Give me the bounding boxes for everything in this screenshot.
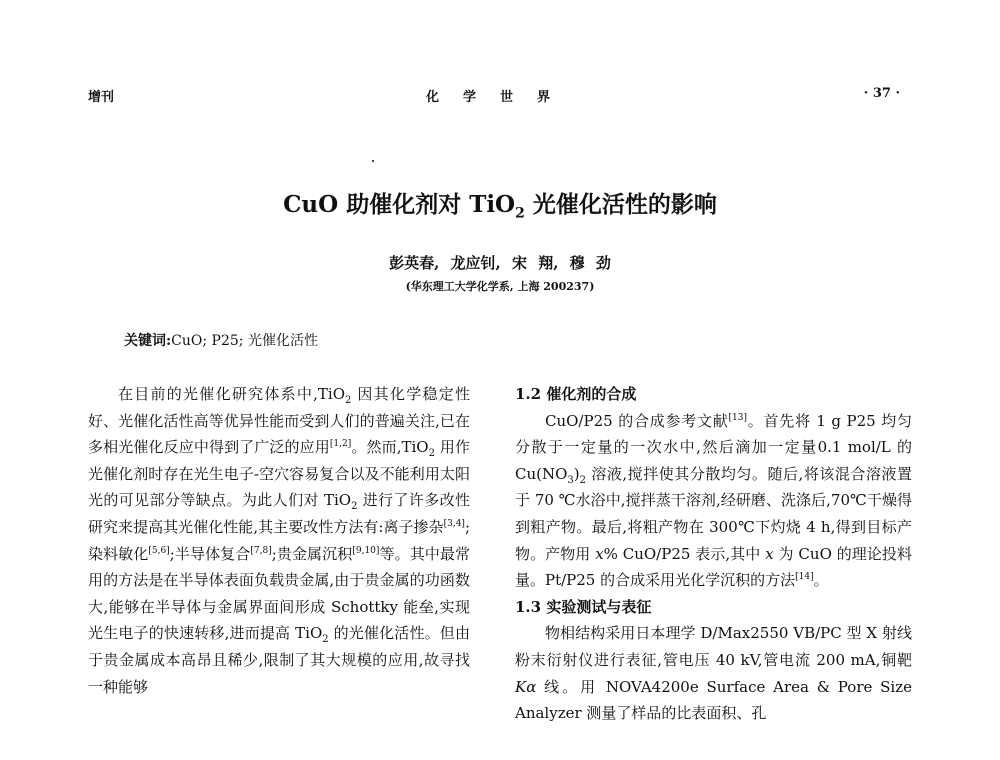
characterization-paragraph: 物相结构采用日本理学 D/Max2550 VB/PC 型 X 射线粉末衍射仪进行表征,管电压 40 kV,管电流 200 mA,铜靶 Kα 线。用 NOVA4200e Surface Area & Pore Size Analyzer 测量了样品的比表面积、孔 xyxy=(515,624,912,723)
keywords xyxy=(124,330,318,350)
article-title: CuO 助催化剂对 TiO$_2$ 光催化活性的影响 xyxy=(283,191,717,222)
keywords-label: 关键词: xyxy=(124,333,172,349)
running-header-issue: 增刊 xyxy=(88,90,115,105)
author-list: 彭英春, 龙应钊, 宋 翔, 穆 劲 xyxy=(389,254,611,272)
page-number: · 37 · xyxy=(863,86,900,101)
keywords-value: CuO; P25; 光催化活性 xyxy=(171,333,318,349)
synthesis-paragraph: CuO/P25 的合成参考文献[13]。首先将 1 g P25 均匀分散于一定量的一次水中,然后滴加一定量0.1 mol/L 的 $Cu(NO_3)_2$ 溶液,搅拌使其分散均匀。随后,将该混合溶液置于 70 ℃水浴中,搅拌蒸干溶剂,经研磨、洗涤后,70℃干燥得到粗产物。最后,将粗产物在 300℃下灼烧 4 h,得到目标产物。产物用 x% CuO/P25 表示,其中 x 为 CuO 的理论投料量。Pt/P25 的合成采用光化学沉积的方法[14]。 xyxy=(515,411,912,590)
left-column xyxy=(88,381,470,700)
intro-paragraph: 在目前的光催化研究体系中,TiO$_2$ 因其化学稳定性好、光催化活性高等优异性能而受到人们的普遍关注,已在多相光催化反应中得到了广泛的应用[1,2]。然而,TiO$_2$ 用作光催化剂时存在光生电子-空穴容易复合以及不能利用太阳光的可见部分等缺点。为此人们对 TiO$_2$ 进行了许多改性研究来提高其光催化性能,其主要改性方法有:离子掺杂[3,4];染料敏化[5,6];半导体复合[7,8];贵金属沉积[9,10]等。其中最常用的方法是在半导体表面负载贵金属,由于贵金属的功函数大,能够在半导体与金属界面间形成 Schottky 能垒,实现光生电子的快速转移,进而提高 TiO$_2$ 的光催化活性。但由于贵金属成本高昂且稀少,限制了其大规模的应用,故寻找一种能够 xyxy=(88,385,470,696)
section-heading-1-2: 1.2 催化剂的合成 xyxy=(515,385,637,403)
affiliation: (华东理工大学化学系, 上海 200237) xyxy=(405,280,595,293)
right-column xyxy=(515,381,912,727)
running-header-journal: 化学世界 xyxy=(425,90,574,105)
scan-speck xyxy=(372,160,374,162)
section-heading-1-3: 1.3 实验测试与表征 xyxy=(515,597,652,616)
